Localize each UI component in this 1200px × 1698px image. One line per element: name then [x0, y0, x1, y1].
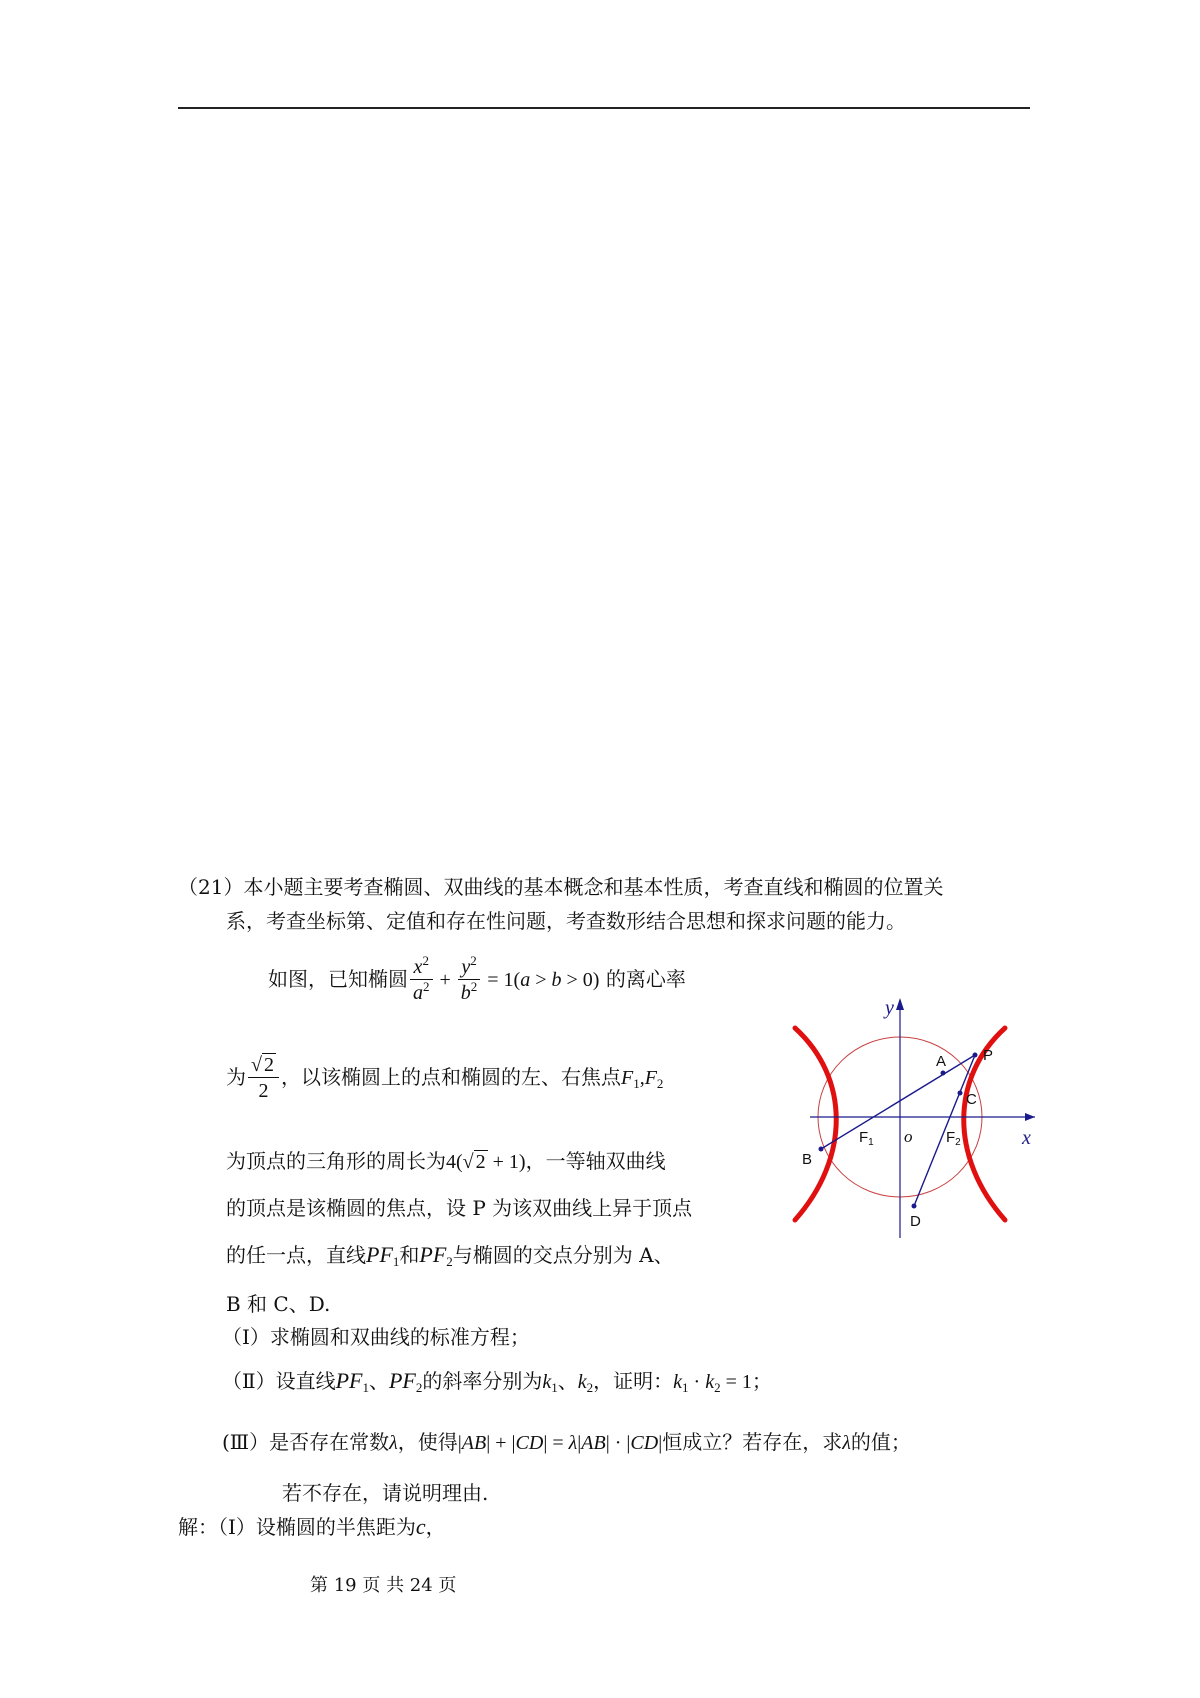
label-f1: $F_1$: [859, 1129, 874, 1148]
label-y: y: [885, 997, 894, 1019]
header-rule: [178, 107, 1030, 109]
problem-text: ，以该椭圆上的点和椭圆的左、右焦点: [280, 1065, 621, 1089]
point-c: [958, 1091, 963, 1096]
question-1: （Ⅰ）求椭圆和双曲线的标准方程；: [222, 1325, 530, 1349]
y-axis-arrow: [896, 998, 904, 1010]
label-a: A: [936, 1053, 947, 1070]
question-text: 的值；: [850, 1430, 911, 1454]
solution-text: ，: [425, 1515, 446, 1539]
problem-line-5: 的任一点，直线$PF_1$和$PF_2$与椭圆的交点分别为 A、: [226, 1242, 674, 1269]
fraction-y2-b2: $\frac{y^2}{b^2}$: [458, 955, 481, 1006]
question-text: （Ⅱ）设直线: [222, 1369, 336, 1393]
fraction-sqrt2-over-2: $\frac{√ 2}{2}$: [248, 1053, 279, 1104]
solution-text: 解：（Ⅰ）设椭圆的半焦距为: [178, 1515, 416, 1539]
solution-start: 解：（Ⅰ）设椭圆的半焦距为c，: [178, 1514, 446, 1539]
question-text: ；: [751, 1369, 772, 1393]
problem-text: 的离心率: [605, 967, 686, 991]
question-text: ，证明：: [593, 1369, 674, 1393]
question-text: (Ⅲ）是否存在常数: [222, 1430, 390, 1454]
hyperbola-left-branch: [795, 1028, 836, 1220]
problem-line-3: 为顶点的三角形的周长为4(√ 2 + 1)，一等轴双曲线: [226, 1149, 666, 1173]
problem-text: 为顶点的三角形的周长为: [226, 1149, 446, 1173]
point-b: [819, 1147, 824, 1152]
label-c: C: [966, 1091, 977, 1108]
problem-text: 的任一点，直线: [226, 1243, 366, 1267]
problem-text: 为: [226, 1065, 246, 1089]
label-p: P: [983, 1047, 994, 1064]
label-x: x: [1022, 1127, 1031, 1149]
point-p: [973, 1053, 978, 1058]
label-b: B: [802, 1151, 813, 1168]
problem-text: 和: [399, 1243, 420, 1267]
intro-line-2: 系，考查坐标第、定值和存在性问题，考查数形结合思想和探求问题的能力。: [226, 909, 906, 933]
problem-text: 与椭圆的交点分别为 A、: [452, 1243, 674, 1267]
page-number: 第 19 页 共 24 页: [310, 1575, 457, 1596]
point-a: [941, 1071, 946, 1076]
label-f2: $F_2$: [946, 1129, 961, 1148]
problem-text: 如图，已知椭圆: [268, 967, 408, 991]
question-3: (Ⅲ）是否存在常数λ，使得|AB| + |CD| = λ|AB| · |CD|恒成立？若存在，求λ的值；: [222, 1430, 911, 1454]
question-text: 恒成立？若存在，求: [662, 1430, 843, 1454]
question-2: （Ⅱ）设直线$PF_1$、$PF_2$的斜率分别为$k_1$、$k_2$，证明：$k_1 \cdot k_2 = 1$；: [222, 1368, 772, 1395]
problem-line-2: 为 $\frac{√ 2}{2}$ ，以该椭圆上的点和椭圆的左、右焦点$F_1,F_2$: [226, 1054, 664, 1102]
x-axis-arrow: [1025, 1113, 1035, 1121]
intro-line-1: （21）本小题主要考查椭圆、双曲线的基本概念和基本性质，考查直线和椭圆的位置关: [178, 875, 944, 899]
question-text: 的斜率分别为: [422, 1369, 543, 1393]
question-3-line-2: 若不存在，请说明理由.: [282, 1481, 489, 1505]
question-text: 、: [557, 1369, 578, 1393]
fraction-x2-a2: $\frac{x^2}{a^2}$: [410, 955, 433, 1006]
question-text: ，使得: [397, 1430, 458, 1454]
problem-text: ，一等轴双曲线: [525, 1149, 666, 1173]
problem-line-6: B 和 C、D.: [226, 1292, 331, 1316]
label-d: D: [910, 1213, 921, 1230]
problem-line-4: 的顶点是该椭圆的焦点，设 P 为该双曲线上异于顶点: [226, 1196, 693, 1220]
point-d: [912, 1204, 917, 1209]
problem-line-1: 如图，已知椭圆 $\frac{x^2}{a^2}$ + $\frac{y^2}{b^2}$ = 1(a > b > 0) 的离心率: [268, 953, 686, 1004]
question-text: 、: [368, 1369, 389, 1393]
label-o: o: [904, 1127, 913, 1146]
figure-ellipse-hyperbola: [780, 990, 1040, 1250]
